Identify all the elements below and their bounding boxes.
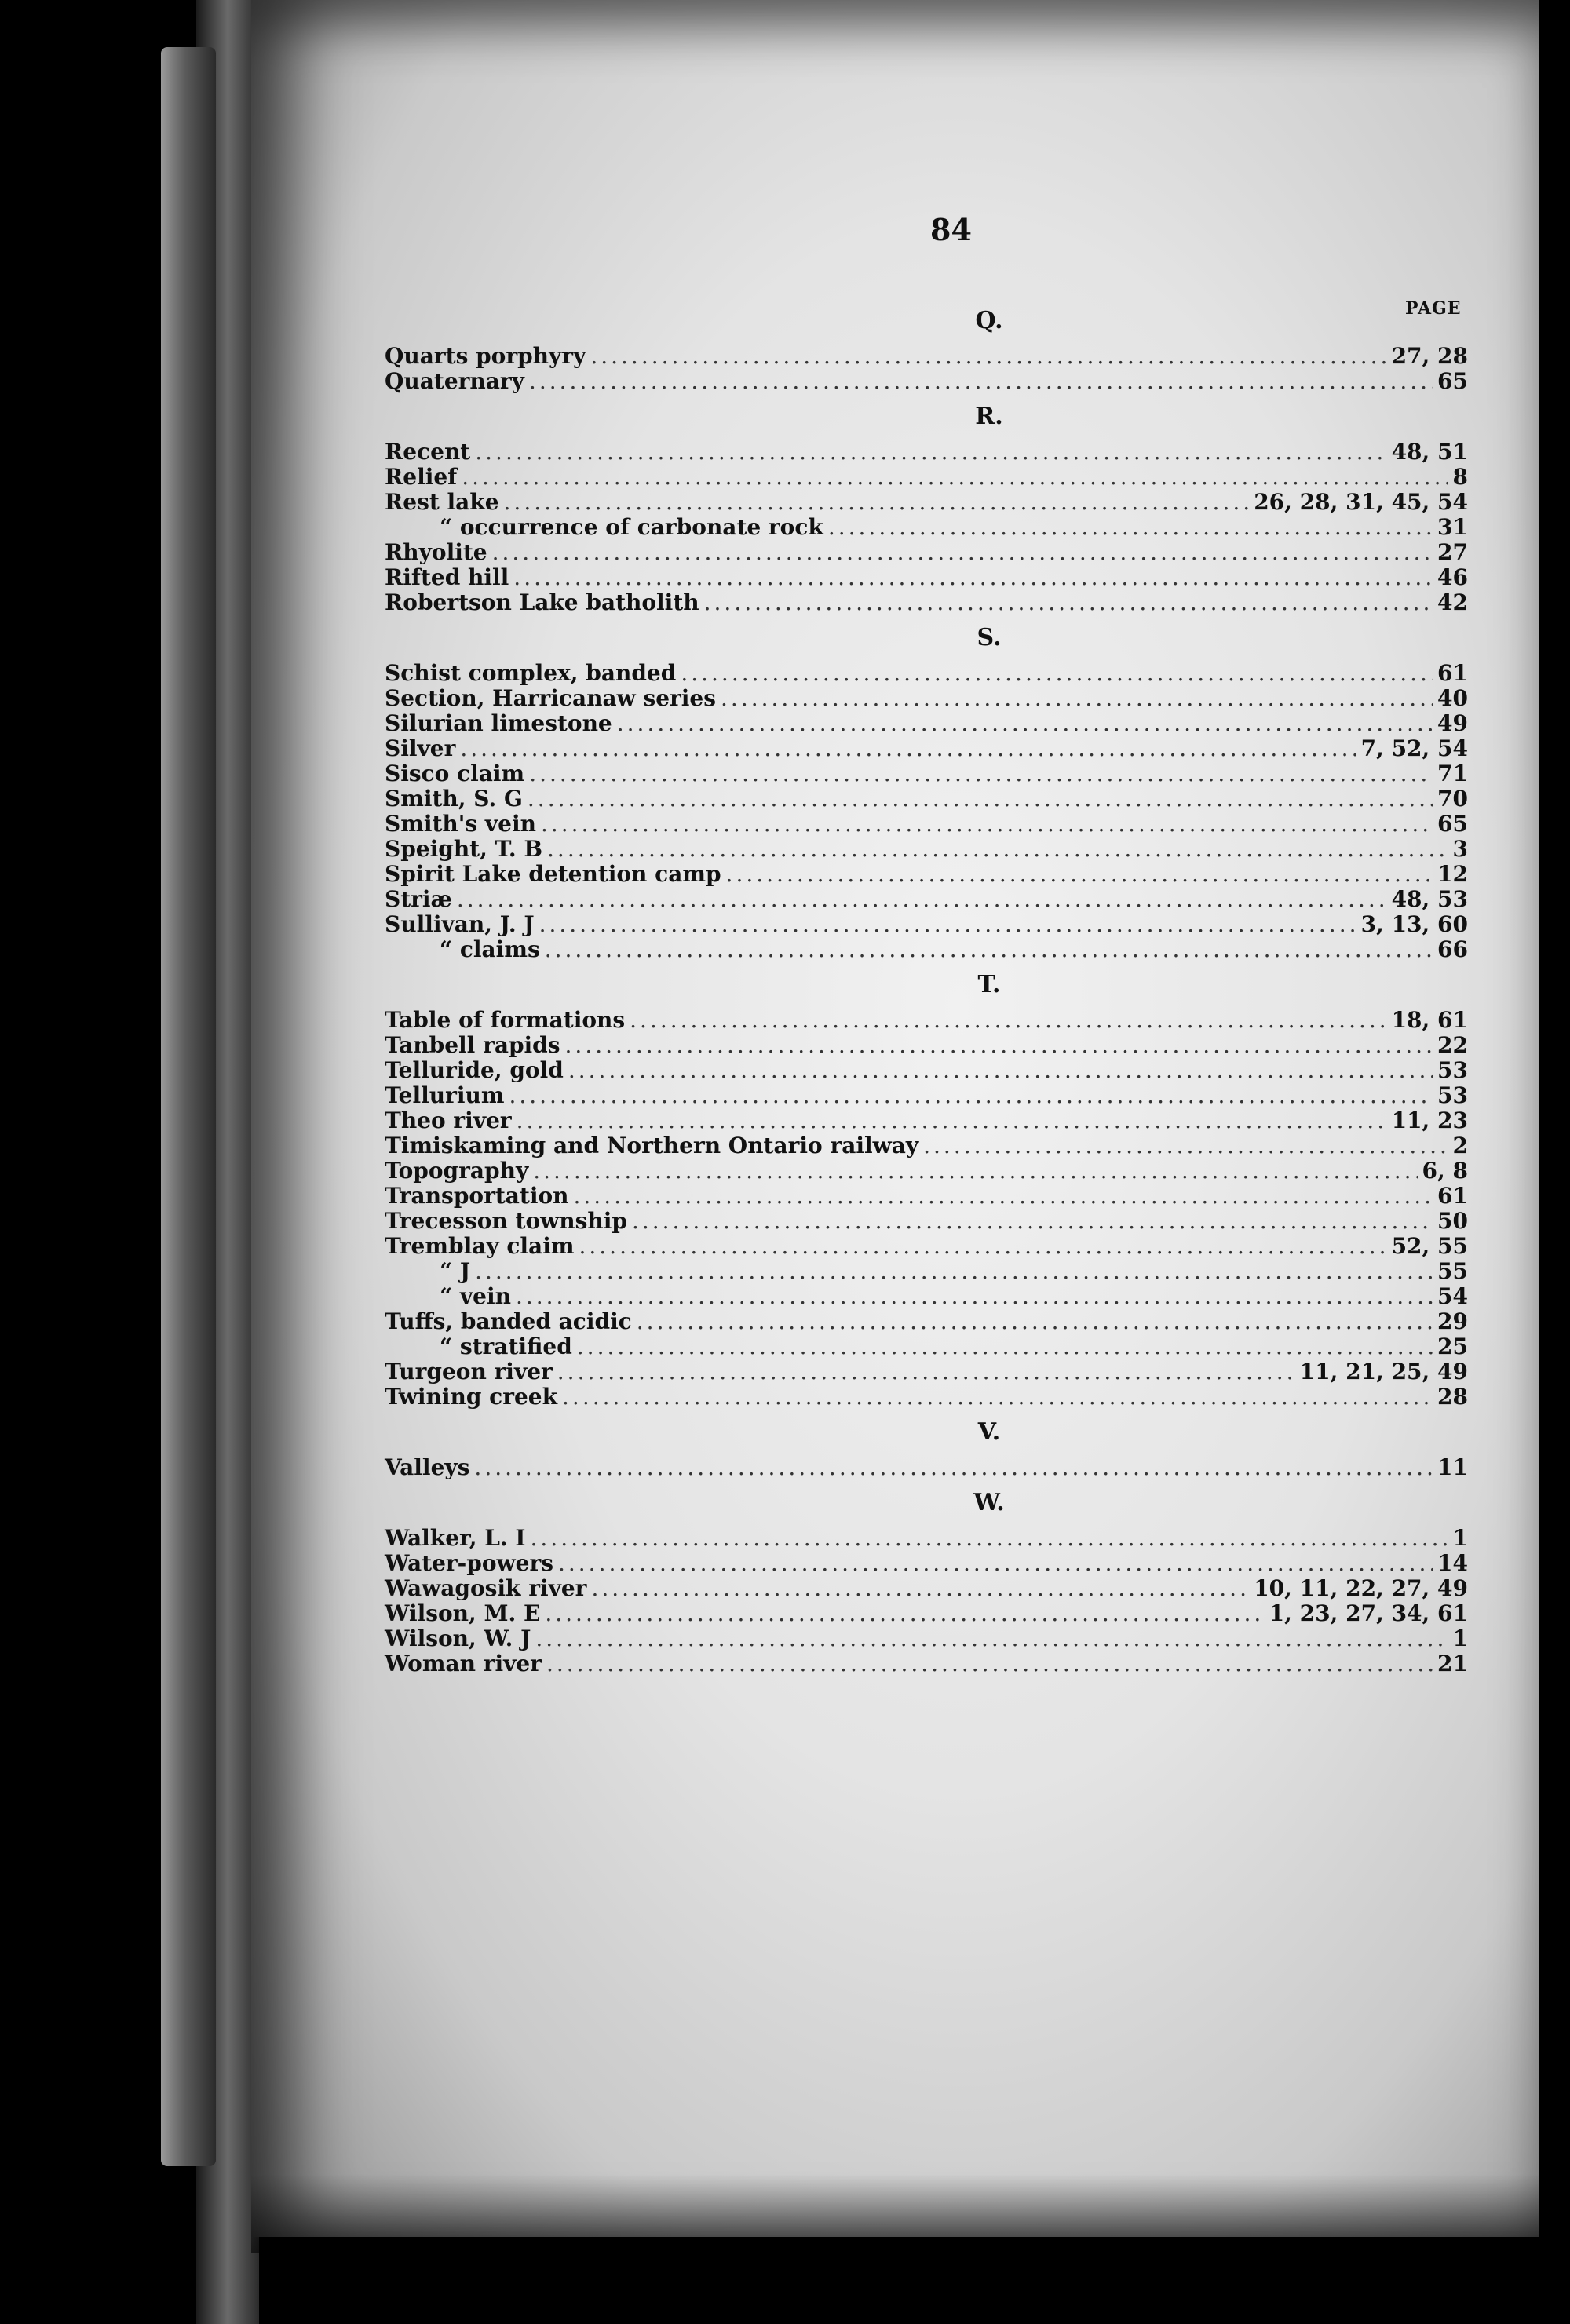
dot-leader	[637, 1309, 1433, 1334]
index-term: “ occurrence of carbonate rock	[440, 514, 823, 540]
index-entry	[385, 1601, 1468, 1626]
index-term: Smith's vein	[385, 811, 536, 837]
index-entry	[385, 1008, 1468, 1033]
dot-leader	[475, 1259, 1433, 1284]
dot-leader	[513, 565, 1433, 590]
index-entry	[385, 465, 1468, 490]
index-term: Smith, S. G	[385, 786, 523, 812]
dot-leader	[565, 1033, 1433, 1058]
dot-leader	[726, 862, 1433, 887]
index-entry	[385, 1058, 1468, 1083]
index-entry	[385, 761, 1468, 786]
index-pages: 61	[1437, 660, 1468, 686]
index-term: Speight, T. B	[385, 836, 543, 862]
index-term: Schist complex, banded	[385, 660, 677, 686]
dot-leader	[492, 540, 1433, 565]
index-pages: 53	[1437, 1057, 1468, 1083]
index-pages: 1	[1452, 1625, 1468, 1651]
index-entry	[385, 812, 1468, 837]
index-term: Rifted hill	[385, 564, 509, 590]
index-entry	[385, 540, 1468, 565]
index-term: Tremblay claim	[385, 1233, 575, 1259]
index-term: “ J	[440, 1258, 471, 1284]
index-term: Wilson, M. E	[385, 1600, 541, 1626]
index-pages: 48, 51	[1391, 439, 1468, 465]
dot-leader	[923, 1133, 1448, 1158]
dot-leader	[568, 1058, 1433, 1083]
index-term: Robertson Lake batholith	[385, 589, 699, 615]
index-entry	[385, 862, 1468, 887]
dot-leader	[475, 440, 1386, 465]
index-entry	[385, 565, 1468, 590]
index-term: Spirit Lake detention camp	[385, 861, 721, 887]
dot-leader	[828, 515, 1433, 540]
index-entry	[385, 1158, 1468, 1184]
dot-leader	[545, 937, 1433, 962]
dot-leader	[531, 1526, 1448, 1551]
dot-leader	[509, 1083, 1433, 1108]
index-term: Tuffs, banded acidic	[385, 1308, 632, 1334]
index-entry	[385, 1108, 1468, 1133]
index-pages: 54	[1437, 1283, 1468, 1309]
index-entry	[385, 1033, 1468, 1058]
dot-leader	[577, 1334, 1433, 1359]
index-entry	[385, 1309, 1468, 1334]
section-heading: S.	[977, 624, 1002, 651]
dot-leader	[457, 887, 1387, 912]
index-term: Quaternary	[385, 368, 524, 394]
dot-leader	[721, 686, 1433, 711]
index-term: Topography	[385, 1158, 529, 1184]
index-entry	[385, 1133, 1468, 1158]
index-entry	[385, 440, 1468, 465]
index-pages: 8	[1452, 464, 1468, 490]
dot-leader	[528, 786, 1433, 812]
index-term: Sullivan, J. J	[385, 911, 535, 937]
index-term: Wilson, W. J	[385, 1625, 531, 1651]
index-entry	[385, 786, 1468, 812]
index-pages: 31	[1437, 514, 1468, 540]
dot-leader	[533, 1158, 1417, 1184]
index-pages: 3	[1452, 836, 1468, 862]
index-pages: 50	[1437, 1208, 1468, 1234]
index-term: Table of formations	[385, 1007, 626, 1033]
index-entry	[385, 515, 1468, 540]
index-pages: 21	[1437, 1651, 1468, 1676]
index-entry	[385, 490, 1468, 515]
index-pages: 11	[1437, 1454, 1468, 1480]
dot-leader	[590, 344, 1386, 369]
index-entry	[385, 1626, 1468, 1651]
index-entry	[385, 1259, 1468, 1284]
dot-leader	[517, 1108, 1387, 1133]
dot-leader	[632, 1209, 1433, 1234]
index-entry	[385, 1234, 1468, 1259]
index-entry	[385, 1576, 1468, 1601]
index-term: Striæ	[385, 886, 452, 912]
index-pages: 48, 53	[1391, 886, 1468, 912]
dot-leader	[546, 1651, 1433, 1676]
index-pages: 61	[1437, 1183, 1468, 1209]
index-pages: 6, 8	[1422, 1158, 1468, 1184]
index-pages: 65	[1437, 368, 1468, 394]
index-term: Walker, L. I	[385, 1525, 526, 1551]
index-entry	[385, 887, 1468, 912]
index-entry	[385, 686, 1468, 711]
dot-leader	[630, 1008, 1386, 1033]
index-pages: 26, 28, 31, 45, 54	[1254, 489, 1468, 515]
section-heading: T.	[977, 971, 1001, 998]
index-entry	[385, 1284, 1468, 1309]
index-term: Twining creek	[385, 1384, 558, 1410]
index-entry	[385, 1334, 1468, 1359]
index-entry	[385, 1083, 1468, 1108]
index-entry	[385, 837, 1468, 862]
index-pages: 11, 21, 25, 49	[1299, 1359, 1468, 1385]
index-pages: 3, 13, 60	[1360, 911, 1468, 937]
page-column-label: PAGE	[1405, 298, 1462, 319]
dot-leader	[539, 912, 1356, 937]
index-entry	[385, 1385, 1468, 1410]
index-term: Wawagosik river	[385, 1575, 587, 1601]
index-entry	[385, 1359, 1468, 1385]
index-term: Relief	[385, 464, 458, 490]
index-entry	[385, 937, 1468, 962]
index-pages: 66	[1437, 936, 1468, 962]
index-pages: 52, 55	[1391, 1233, 1468, 1259]
dot-leader	[704, 590, 1433, 615]
index-term: Turgeon river	[385, 1359, 553, 1385]
index-pages: 2	[1452, 1133, 1468, 1158]
index-term: Recent	[385, 439, 471, 465]
index-pages: 1	[1452, 1525, 1468, 1551]
page-number: 84	[930, 212, 972, 247]
index-entry	[385, 369, 1468, 394]
index-entry	[385, 590, 1468, 615]
dot-leader	[529, 761, 1433, 786]
index-entry	[385, 1455, 1468, 1480]
index-entry	[385, 344, 1468, 369]
index-term: Woman river	[385, 1651, 542, 1676]
index-term: Tellurium	[385, 1082, 505, 1108]
index-pages: 53	[1437, 1082, 1468, 1108]
index-term: Transportation	[385, 1183, 569, 1209]
dot-leader	[529, 369, 1433, 394]
index-entry	[385, 1184, 1468, 1209]
dot-leader	[562, 1385, 1433, 1410]
index-pages: 28	[1437, 1384, 1468, 1410]
index-pages: 22	[1437, 1032, 1468, 1058]
dot-leader	[579, 1234, 1386, 1259]
index-pages: 40	[1437, 685, 1468, 711]
index-pages: 10, 11, 22, 27, 49	[1254, 1575, 1468, 1601]
dot-leader	[504, 490, 1250, 515]
dot-leader	[557, 1359, 1295, 1385]
section-heading: W.	[973, 1489, 1005, 1516]
section-heading: R.	[975, 403, 1003, 430]
dot-leader	[617, 711, 1433, 736]
index-term: Section, Harricanaw series	[385, 685, 717, 711]
index-term: Timiskaming and Northern Ontario railway	[385, 1133, 919, 1158]
page-bottom-shadow	[251, 2174, 1539, 2253]
index-entry	[385, 912, 1468, 937]
dot-leader	[462, 465, 1448, 490]
dot-leader	[545, 1601, 1264, 1626]
index-pages: 27, 28	[1391, 343, 1468, 369]
dot-leader	[516, 1284, 1433, 1309]
index-term: Valleys	[385, 1454, 470, 1480]
index-pages: 70	[1437, 786, 1468, 812]
index-term: “ vein	[440, 1283, 511, 1309]
section-heading: V.	[977, 1418, 1001, 1446]
index-entry	[385, 1551, 1468, 1576]
dot-leader	[535, 1626, 1448, 1651]
index-pages: 46	[1437, 564, 1468, 590]
index-term: Rhyolite	[385, 539, 487, 565]
index-pages: 11, 23	[1391, 1107, 1468, 1133]
section-heading: Q.	[975, 307, 1003, 334]
index-pages: 65	[1437, 811, 1468, 837]
index-entry	[385, 711, 1468, 736]
index-pages: 1, 23, 27, 34, 61	[1269, 1600, 1468, 1626]
index-entry	[385, 1209, 1468, 1234]
index-pages: 12	[1437, 861, 1468, 887]
index-pages: 18, 61	[1391, 1007, 1468, 1033]
dot-leader	[474, 1455, 1433, 1480]
index-term: “ stratified	[440, 1333, 572, 1359]
index-term: Trecesson township	[385, 1208, 627, 1234]
index-term: Silurian limestone	[385, 710, 612, 736]
index-pages: 25	[1437, 1333, 1468, 1359]
index-term: Sisco claim	[385, 761, 525, 786]
index-pages: 42	[1437, 589, 1468, 615]
index-pages: 49	[1437, 710, 1468, 736]
index-pages: 71	[1437, 761, 1468, 786]
index-entry	[385, 661, 1468, 686]
index-pages: 55	[1437, 1258, 1468, 1284]
index-term: Tanbell rapids	[385, 1032, 560, 1058]
index-term: Telluride, gold	[385, 1057, 564, 1083]
index-pages: 29	[1437, 1308, 1468, 1334]
index-term: Water-powers	[385, 1550, 553, 1576]
index-entry	[385, 736, 1468, 761]
dot-leader	[591, 1576, 1249, 1601]
index-pages: 7, 52, 54	[1360, 735, 1468, 761]
index-term: Theo river	[385, 1107, 512, 1133]
dot-leader	[558, 1551, 1433, 1576]
index-entry	[385, 1526, 1468, 1551]
page-left-edge	[161, 47, 216, 2166]
dot-leader	[460, 736, 1356, 761]
dot-leader	[547, 837, 1448, 862]
index-pages: 27	[1437, 539, 1468, 565]
index-term: Silver	[385, 735, 456, 761]
index-list	[385, 298, 1468, 1676]
dot-leader	[574, 1184, 1433, 1209]
index-term: Quarts porphyry	[385, 343, 586, 369]
index-term: “ claims	[440, 936, 540, 962]
index-term: Rest lake	[385, 489, 499, 515]
dot-leader	[681, 661, 1433, 686]
index-pages: 14	[1437, 1550, 1468, 1576]
index-entry	[385, 1651, 1468, 1676]
dot-leader	[541, 812, 1433, 837]
